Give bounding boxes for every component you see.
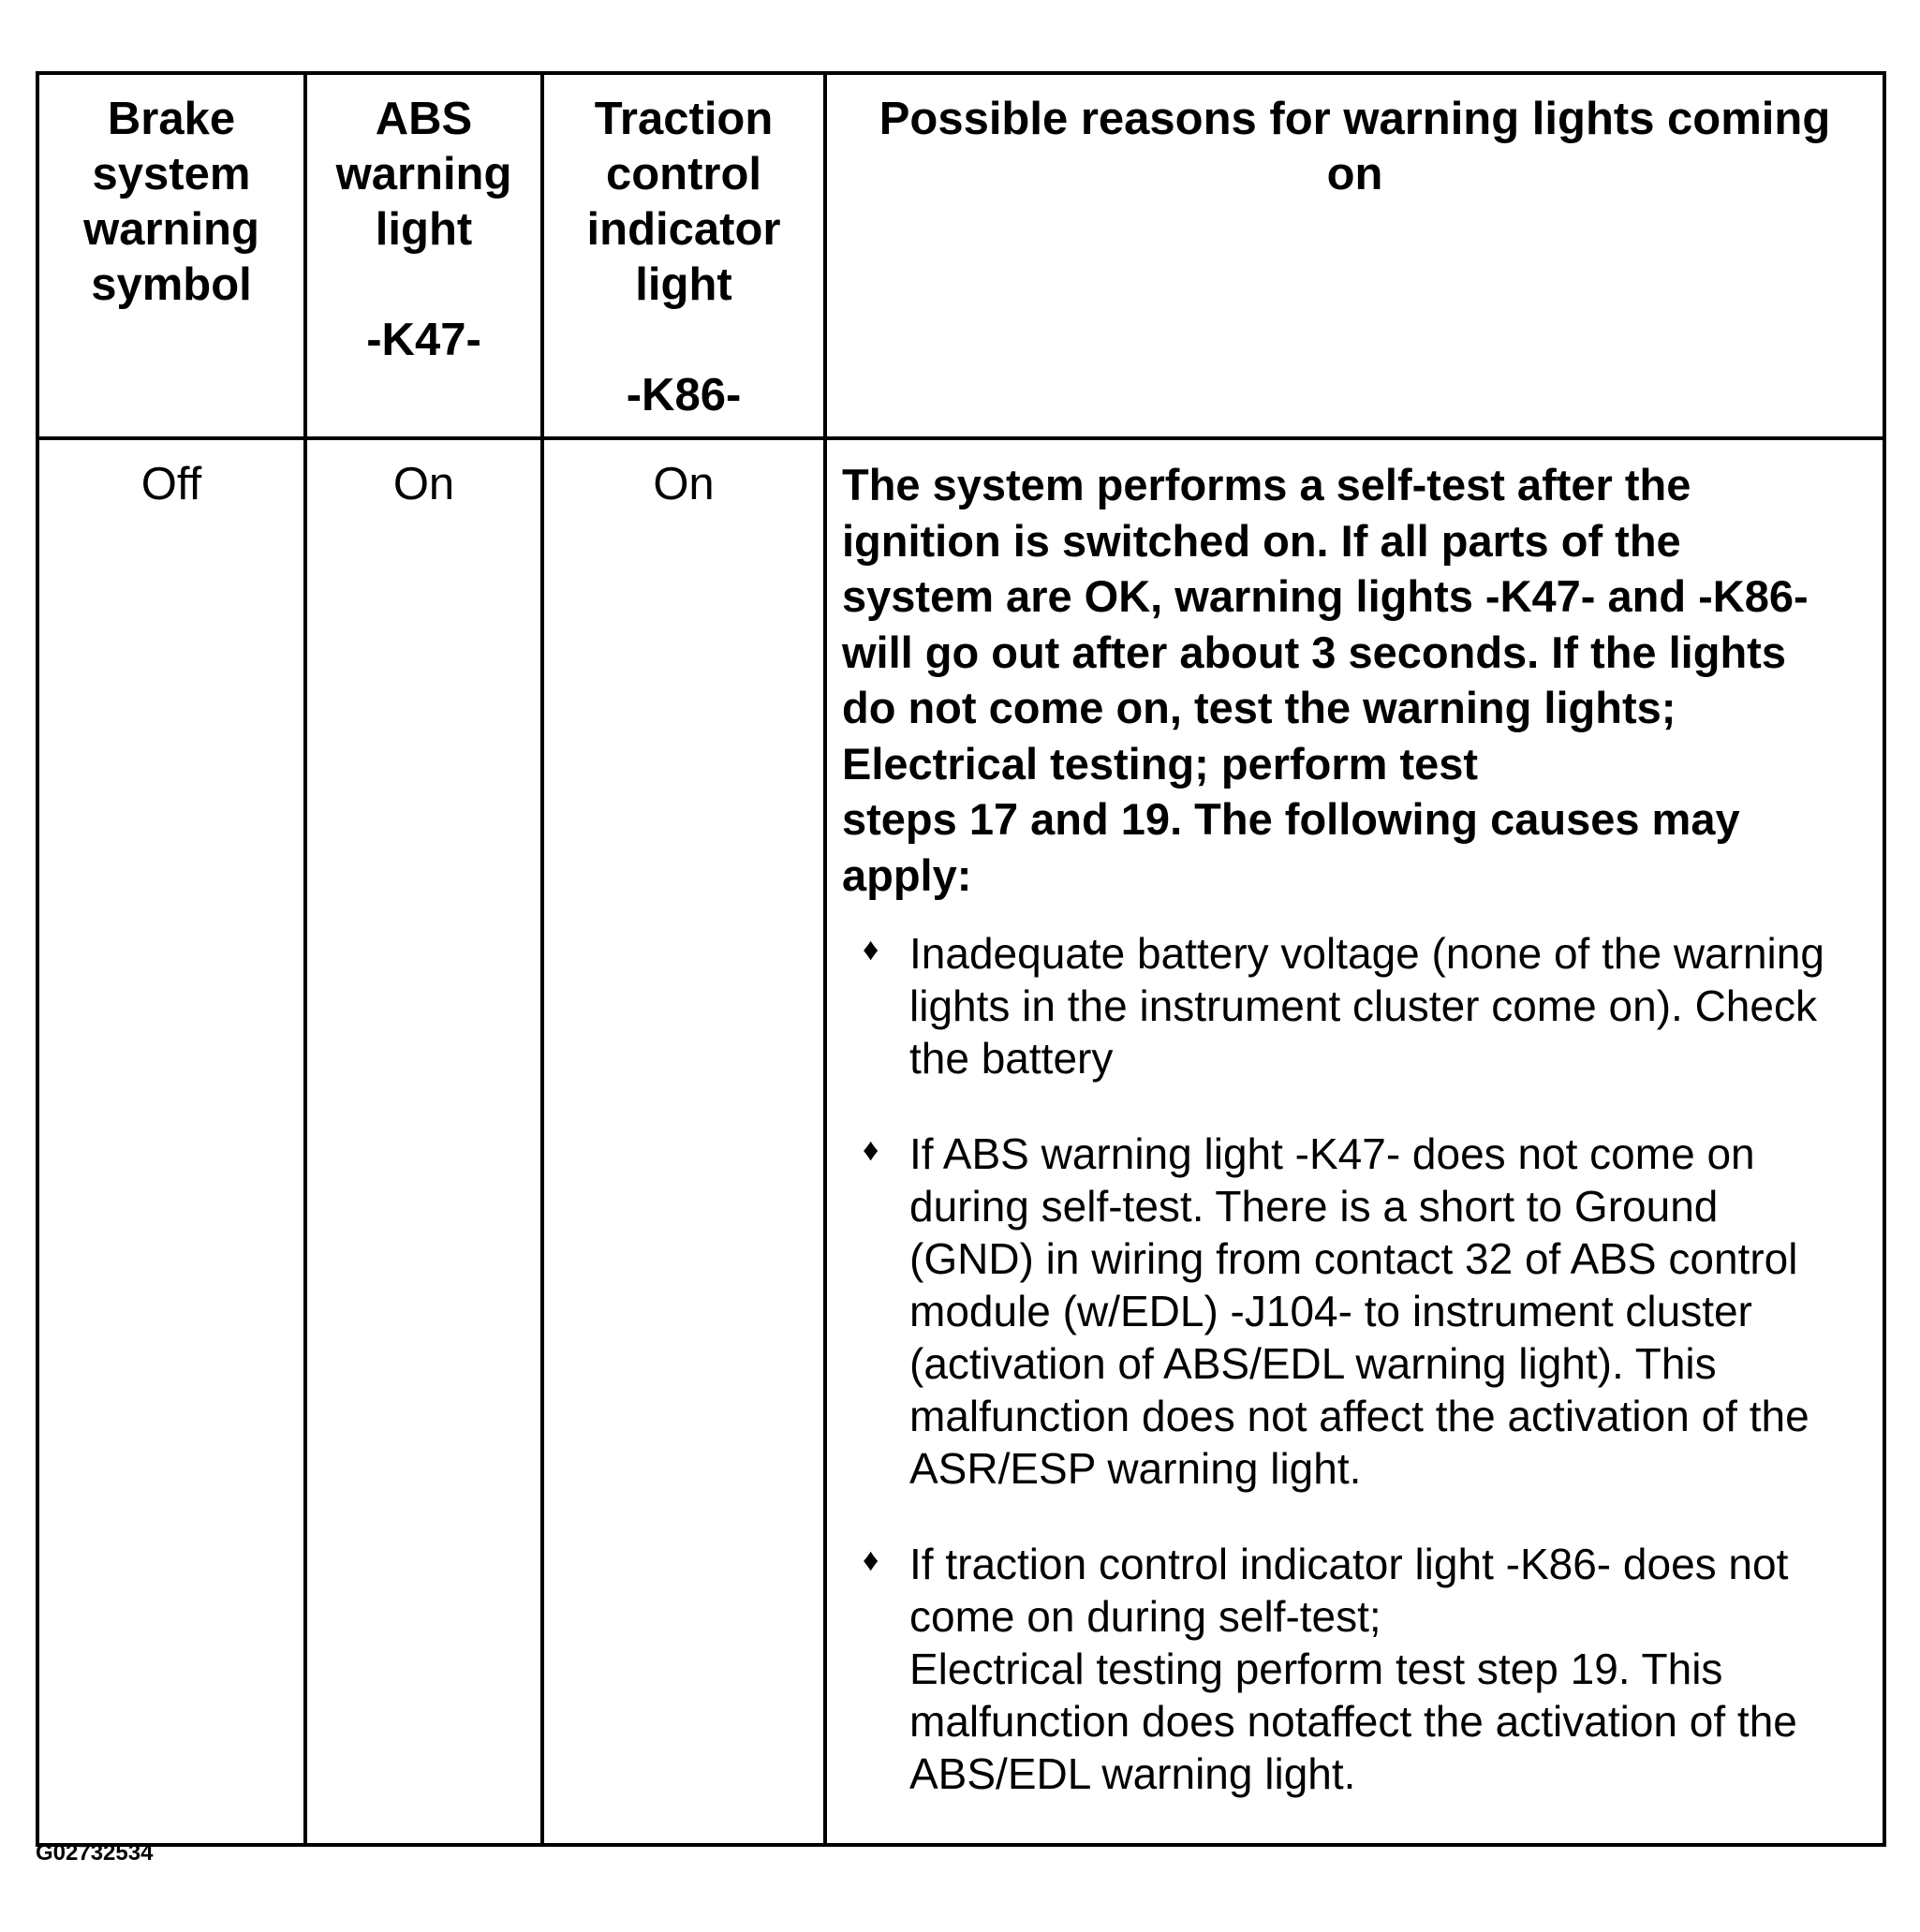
diamond-bullet-icon: ♦ [863, 1132, 879, 1168]
list-item: ♦ If traction control indicator light -K86- does not come on during self-test; Electrical testing perform test step 19. This malfunction does notaffect the activation of the ABS/EDL warning light. [863, 1540, 1797, 1798]
table-row [37, 438, 1884, 1845]
diamond-bullet-icon: ♦ [863, 932, 879, 967]
header-traction-light: Traction control indicator light -K86- [542, 73, 825, 438]
causes-list [842, 927, 1860, 1800]
diamond-bullet-icon: ♦ [863, 1542, 879, 1578]
self-test-description: The system performs a self-test after the ignition is switched on. If all parts of the system are OK, warning lights -K47- and -K86- will go out after about 3 seconds. If the lights do not come on, test the warning lights; Electrical testing; perform test steps 17 and 19. The following causes may apply: [842, 460, 1809, 900]
abs-code: -K47- [366, 315, 481, 365]
list-item: ♦ Inadequate battery voltage (none of the warning lights in the instrument cluster come on). Check the battery [863, 929, 1824, 1083]
list-item: ♦ If ABS warning light -K47- does not come on during self-test. There is a short to Ground (GND) in wiring from contact 32 of ABS control module (w/EDL) -J104- to instrument cluster (activation of ABS/EDL warning light). This malfunction does not affect the activation of the ASR/ESP warning light. [863, 1129, 1809, 1493]
brake-state: Off [37, 438, 305, 1845]
reasons-cell [825, 438, 1884, 1845]
abs-state: On [305, 438, 542, 1845]
figure-id: G02732534 [36, 1840, 154, 1866]
header-abs-light: ABS warning light -K47- [305, 73, 542, 438]
warning-lights-table [36, 71, 1886, 1847]
traction-code: -K86- [626, 370, 742, 420]
header-brake-symbol: Brake system warning symbol [37, 73, 305, 438]
header-possible-reasons: Possible reasons for warning lights coming on [825, 73, 1884, 438]
traction-state: On [542, 438, 825, 1845]
header-row [37, 73, 1884, 438]
